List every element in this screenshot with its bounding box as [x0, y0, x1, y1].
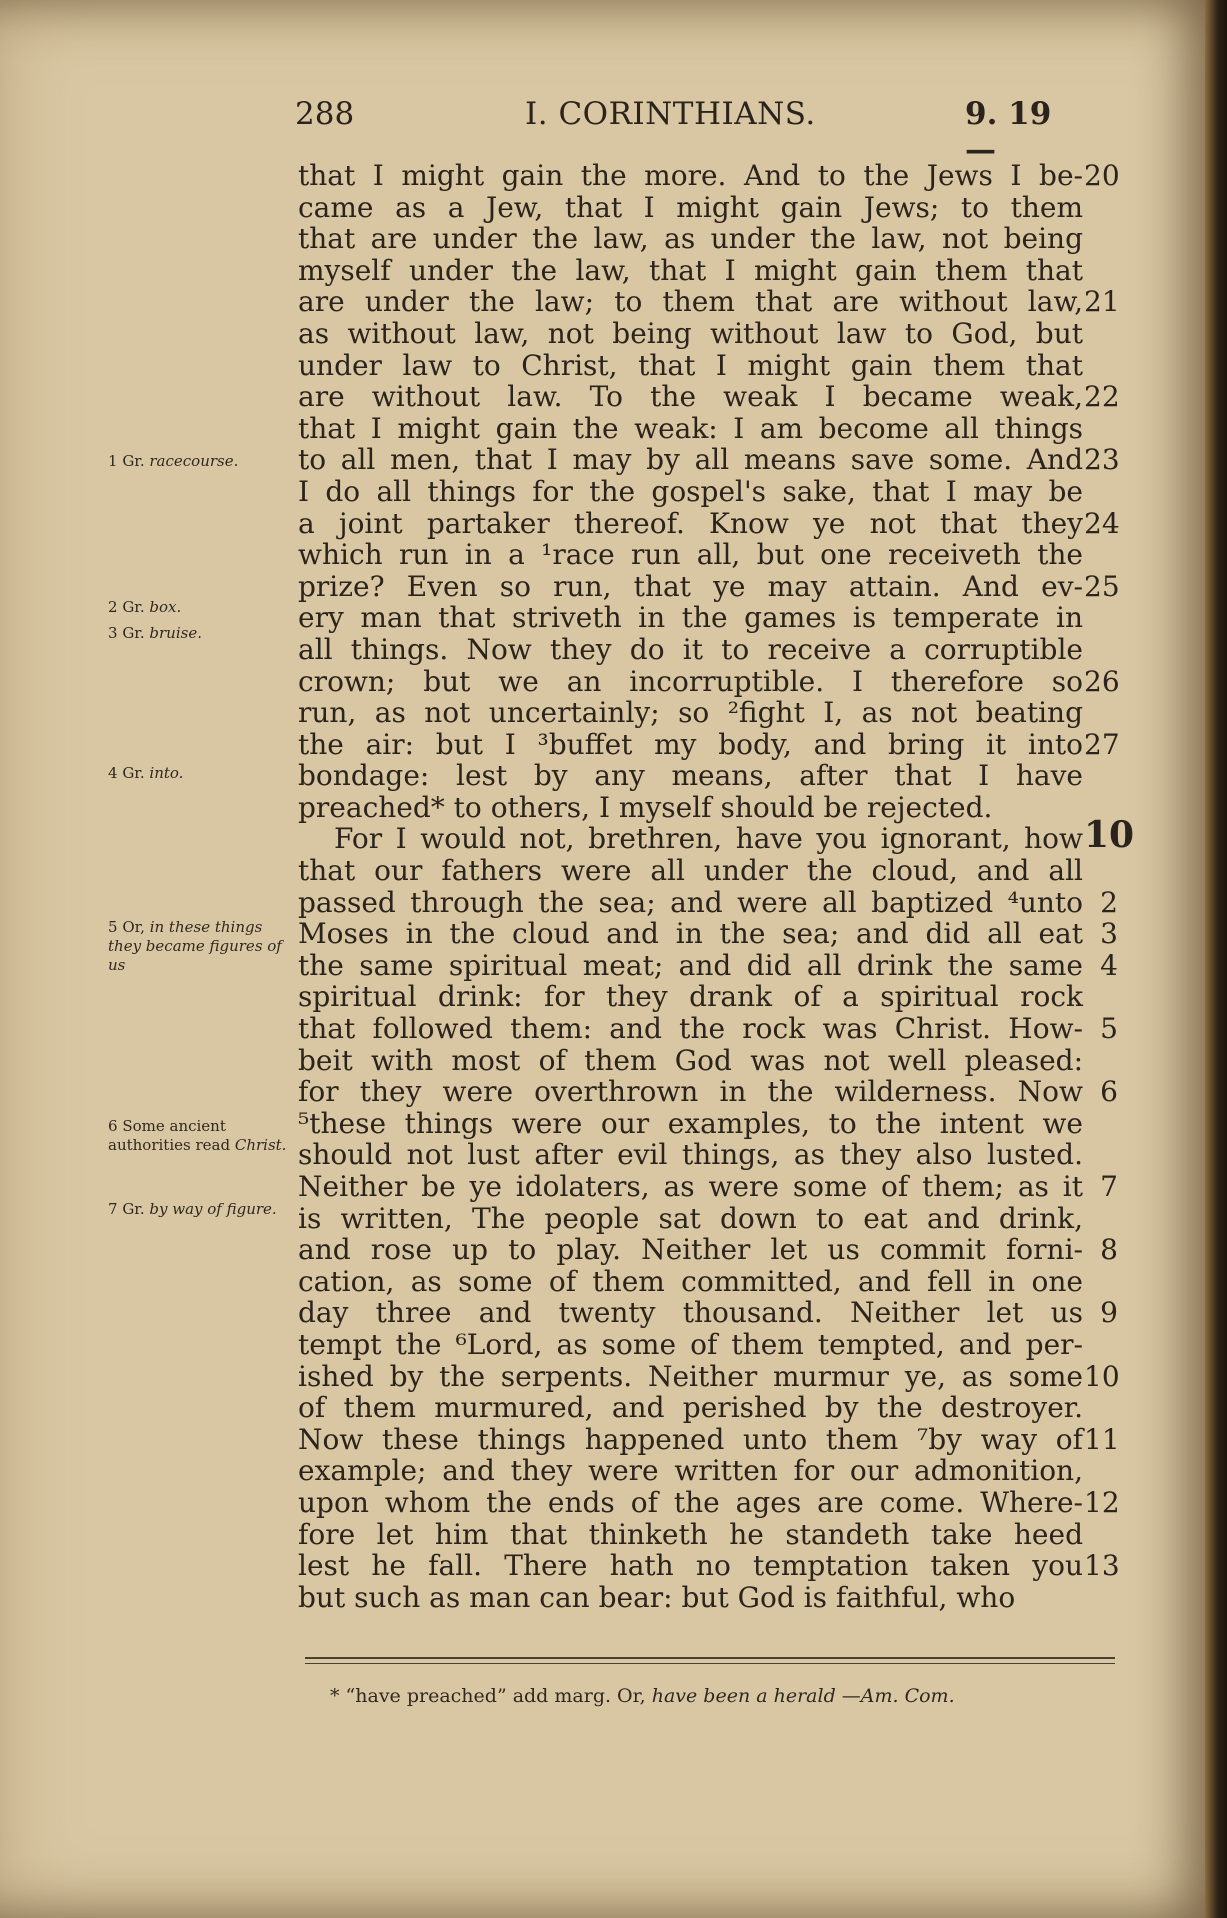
- text-line-content: of them murmured, and perished by the destroyer.: [298, 1391, 1083, 1425]
- text-line: [298, 1455, 1118, 1487]
- text-line: [298, 318, 1118, 350]
- footnote-text: “have preached” add marg. Or,: [345, 1685, 646, 1707]
- text-line: [298, 286, 1118, 318]
- text-line: [298, 1013, 1118, 1045]
- text-line: [298, 1582, 1118, 1614]
- text-line: [298, 476, 1118, 508]
- text-line: [298, 760, 1118, 792]
- text-line: [298, 814, 1135, 857]
- text-line: [298, 666, 1118, 698]
- text-line-content: should not lust after evil things, as they also lusted.: [298, 1138, 1083, 1172]
- text-line: [298, 918, 1118, 950]
- verse-number: 25: [1084, 569, 1120, 603]
- text-line-content: run, as not uncertainly; so ²fight I, as not beating: [298, 696, 1083, 730]
- text-line-content: as without law, not being without law to God, but: [298, 316, 1083, 350]
- margin-note-prefix: Some ancient authorities read: [108, 1117, 231, 1154]
- text-line-content: example; and they were written for our admonition,: [298, 1454, 1083, 1488]
- margin-note: [108, 764, 294, 783]
- margin-note-text: by way of figure.: [149, 1200, 277, 1218]
- verse-number: 23: [1084, 443, 1120, 477]
- text-line: [298, 1076, 1118, 1108]
- margin-note-text: bruise.: [149, 624, 202, 642]
- margin-note-number: 7: [108, 1200, 118, 1218]
- text-line: [298, 1139, 1118, 1171]
- text-line-content: ery man that striveth in the games is temperate in: [298, 601, 1083, 635]
- text-line-content: that I might gain the more. And to the Jews I be-: [298, 159, 1083, 192]
- text-line-content: to all men, that I may by all means save some. And: [298, 443, 1083, 477]
- footnote-mark: *: [330, 1685, 340, 1707]
- margin-note-number: 4: [108, 764, 118, 782]
- text-line-content: I do all things for the gospel's sake, that I may be: [298, 474, 1083, 508]
- text-line-content: that our fathers were all under the cloud, and all: [298, 854, 1083, 888]
- book-spine: [1205, 0, 1227, 1918]
- verse-number: 3: [1100, 917, 1118, 951]
- verse-number: 7: [1100, 1170, 1118, 1203]
- margin-note-prefix: Or,: [122, 918, 145, 936]
- verse-number: 27: [1084, 727, 1120, 761]
- text-line-content: beit with most of them God was not well pleased:: [298, 1043, 1083, 1077]
- margin-note-number: 2: [108, 598, 118, 616]
- text-line-content: preached* to others, I myself should be rejected.: [298, 790, 993, 824]
- text-line: [298, 508, 1118, 540]
- margin-note: [108, 598, 294, 617]
- text-line: [298, 381, 1118, 413]
- text-line-content: is written, The people sat down to eat and drink,: [298, 1201, 1083, 1235]
- text-line-content: Moses in the cloud and in the sea; and did all eat: [298, 917, 1083, 951]
- text-line: [298, 1297, 1118, 1329]
- text-line-content: all things. Now they do it to receive a corruptible: [298, 632, 1083, 666]
- text-line-content: came as a Jew, that I might gain Jews; to them: [298, 190, 1083, 224]
- margin-note-text: racecourse.: [149, 452, 239, 470]
- verse-number: 26: [1084, 664, 1120, 698]
- text-line-content: upon whom the ends of the ages are come. Where-: [298, 1485, 1083, 1519]
- text-line-content: For I would not, brethren, have you ignorant, how: [334, 822, 1083, 856]
- text-line: [298, 887, 1118, 919]
- margin-note-number: 5: [108, 918, 118, 936]
- verse-number: 6: [1100, 1075, 1118, 1109]
- chapter-verse-reference: 9. 19—: [965, 96, 1052, 168]
- text-line-content: myself under the law, that I might gain them that: [298, 253, 1083, 287]
- margin-note-number: 6: [108, 1117, 118, 1135]
- running-header: [295, 96, 1075, 168]
- verse-number: 21: [1084, 285, 1120, 319]
- text-line-content: ⁵these things were our examples, to the intent we: [298, 1106, 1083, 1140]
- text-line-content: day three and twenty thousand. Neither let us: [298, 1296, 1083, 1330]
- text-line: [298, 697, 1118, 729]
- margin-note-prefix: Gr.: [122, 452, 145, 470]
- text-line-content: bondage: lest by any means, after that I have: [298, 759, 1083, 793]
- text-line: [298, 1045, 1118, 1077]
- text-line: [298, 255, 1118, 287]
- margin-note: [108, 1117, 294, 1155]
- text-line: [298, 1171, 1118, 1203]
- margin-note-number: 1: [108, 452, 118, 470]
- verse-number: 13: [1084, 1549, 1120, 1583]
- text-line-content: that I might gain the weak: I am become all things: [298, 411, 1083, 445]
- margin-note-text: in these things they became figures of us: [108, 918, 282, 974]
- text-line: [298, 792, 1118, 824]
- margin-note: [108, 918, 294, 975]
- text-line: [298, 1487, 1118, 1519]
- text-line: [298, 1550, 1118, 1582]
- text-line-content: Now these things happened unto them ⁷by way of: [298, 1422, 1083, 1456]
- text-line-content: that followed them: and the rock was Christ. How-: [298, 1012, 1083, 1046]
- text-line: [298, 1266, 1118, 1298]
- text-line-content: tempt the ⁶Lord, as some of them tempted, and per-: [298, 1327, 1083, 1361]
- verse-number: 24: [1084, 506, 1120, 540]
- text-line-content: a joint partaker thereof. Know ye not that they: [298, 506, 1083, 540]
- text-line: [298, 160, 1118, 192]
- text-line: [298, 223, 1118, 255]
- text-line-content: but such as man can bear: but God is faithful, who: [298, 1580, 1016, 1614]
- text-line: [298, 350, 1118, 382]
- text-line: [298, 1424, 1118, 1456]
- text-line-content: under law to Christ, that I might gain them that: [298, 348, 1083, 382]
- chapter-number: 10: [1084, 814, 1135, 857]
- text-line: [298, 602, 1118, 634]
- text-line-content: that are under the law, as under the law, not being: [298, 222, 1083, 256]
- text-line-content: crown; but we an incorruptible. I therefore so: [298, 664, 1083, 698]
- text-line-content: prize? Even so run, that ye may attain. And ev-: [298, 569, 1083, 603]
- text-line-content: lest he fall. There hath no temptation taken you: [298, 1549, 1083, 1583]
- text-line-content: the air: but I ³buffet my body, and bring it into: [298, 727, 1083, 761]
- book-title: I. CORINTHIANS.: [525, 96, 816, 132]
- footnote: [330, 1685, 1120, 1707]
- page-number: 288: [295, 96, 355, 132]
- verse-number: 12: [1084, 1485, 1120, 1519]
- margin-note-text: box.: [149, 598, 182, 616]
- text-line: [298, 1203, 1118, 1235]
- text-line: [298, 729, 1118, 761]
- margin-note-prefix: Gr.: [122, 598, 145, 616]
- text-line-content: are without law. To the weak I became weak,: [298, 380, 1083, 414]
- text-line: [298, 571, 1118, 603]
- text-line-content: spiritual drink: for they drank of a spiritual rock: [298, 980, 1083, 1014]
- text-line: [298, 981, 1118, 1013]
- text-line-content: passed through the sea; and were all baptized ⁴unto: [298, 885, 1083, 919]
- text-line: [298, 855, 1118, 887]
- verse-number: 8: [1100, 1233, 1118, 1267]
- text-line: [298, 444, 1118, 476]
- footnote-italic-text: have been a herald —Am. Com.: [651, 1685, 955, 1707]
- text-line: [298, 634, 1118, 666]
- footnote-divider: [305, 1657, 1115, 1664]
- text-line: [298, 1108, 1118, 1140]
- text-line: [298, 1519, 1118, 1551]
- text-line: [298, 1234, 1118, 1266]
- text-line: [298, 192, 1118, 224]
- verse-number: 9: [1100, 1296, 1118, 1330]
- text-line-content: the same spiritual meat; and did all drink the same: [298, 948, 1083, 982]
- text-line: [298, 1329, 1118, 1361]
- text-line-content: are under the law; to them that are without law,: [298, 285, 1083, 319]
- margin-note: [108, 1200, 294, 1219]
- text-line-content: which run in a ¹race run all, but one receiveth the: [298, 538, 1083, 572]
- margin-note: [108, 624, 294, 643]
- text-line: [298, 413, 1118, 445]
- text-line-content: Neither be ye idolaters, as were some of them; as it: [298, 1170, 1083, 1203]
- margin-note-text: into.: [149, 764, 184, 782]
- text-line-content: for they were overthrown in the wilderness. Now: [298, 1075, 1083, 1109]
- scripture-text: [298, 159, 1135, 1614]
- verse-number: 11: [1084, 1422, 1120, 1456]
- text-line-content: ished by the serpents. Neither murmur ye, as some: [298, 1359, 1083, 1393]
- verse-number: 20: [1084, 159, 1120, 192]
- margin-note-prefix: Gr.: [122, 624, 145, 642]
- text-line-content: fore let him that thinketh he standeth take heed: [298, 1517, 1083, 1551]
- verse-number: 10: [1084, 1359, 1120, 1393]
- margin-note-prefix: Gr.: [122, 764, 145, 782]
- verse-number: 5: [1100, 1012, 1118, 1046]
- margin-note-text: Christ.: [234, 1136, 287, 1154]
- margin-note-prefix: Gr.: [122, 1200, 145, 1218]
- text-line-content: and rose up to play. Neither let us commit forni-: [298, 1233, 1083, 1267]
- margin-note-number: 3: [108, 624, 118, 642]
- verse-number: 4: [1100, 948, 1118, 982]
- verse-number: 2: [1100, 885, 1118, 919]
- text-line: [298, 1392, 1118, 1424]
- text-line: [298, 1361, 1118, 1393]
- text-line: [298, 950, 1118, 982]
- text-line: [298, 539, 1118, 571]
- verse-number: 22: [1084, 380, 1120, 414]
- margin-note: [108, 452, 294, 471]
- text-line-content: cation, as some of them committed, and fell in one: [298, 1264, 1083, 1298]
